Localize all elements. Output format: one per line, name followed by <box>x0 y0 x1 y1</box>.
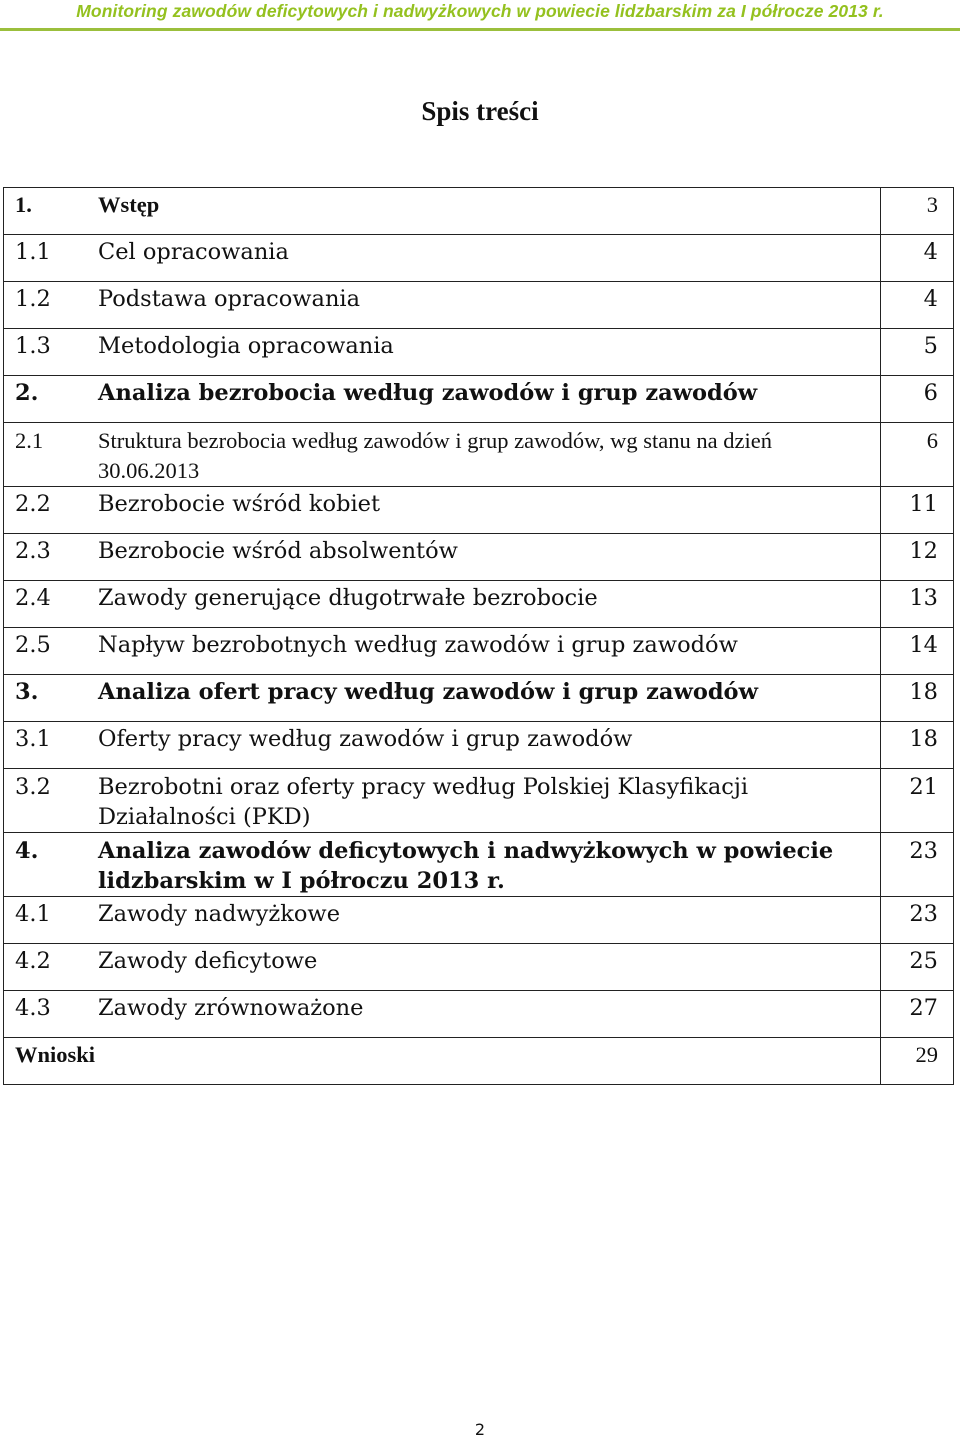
toc-entry-page <box>881 581 954 628</box>
toc-entry-label <box>87 675 881 722</box>
toc-entry-label <box>87 329 881 376</box>
toc-entry-page <box>881 329 954 376</box>
toc-entry-number <box>4 581 88 628</box>
toc-row[interactable] <box>4 282 954 329</box>
toc-label-text: Struktura bezrobocia według zawodów i grup zawodów, wg stanu na dzień 30.06.2013 <box>98 428 772 483</box>
toc-entry-number <box>4 376 88 423</box>
toc-entry-page <box>881 769 954 833</box>
toc-number-text: 4.2 <box>15 948 51 974</box>
toc-entry-page <box>881 423 954 487</box>
toc-entry-page <box>881 722 954 769</box>
toc-label-text: Bezrobocie wśród absolwentów <box>98 538 458 564</box>
toc-row[interactable] <box>4 423 954 487</box>
toc-label-text: Bezrobocie wśród kobiet <box>98 491 381 517</box>
toc-page-text: 11 <box>909 491 938 517</box>
toc-entry-label <box>87 487 881 534</box>
toc-page-text: 29 <box>915 1042 938 1067</box>
toc-entry-number <box>4 769 88 833</box>
toc-label-text: Oferty pracy według zawodów i grup zawodów <box>98 726 633 752</box>
toc-entry-page <box>881 235 954 282</box>
toc-entry-number <box>4 235 88 282</box>
toc-entry-page <box>881 675 954 722</box>
toc-row[interactable] <box>4 897 954 944</box>
table-of-contents <box>3 187 954 1085</box>
toc-number-text: 2.5 <box>15 632 51 658</box>
toc-entry-label <box>87 423 881 487</box>
page-title: Spis treści <box>421 96 539 126</box>
toc-row[interactable] <box>4 235 954 282</box>
toc-page-text: 27 <box>909 995 938 1021</box>
toc-page-text: 23 <box>909 838 938 864</box>
toc-number-text: 2. <box>15 380 39 406</box>
toc-entry-label <box>87 581 881 628</box>
toc-entry-label <box>4 1038 881 1085</box>
toc-entry-page <box>881 1038 954 1085</box>
toc-page-text: 12 <box>909 538 938 564</box>
toc-entry-page <box>881 188 954 235</box>
toc-row[interactable] <box>4 376 954 423</box>
toc-row[interactable] <box>4 329 954 376</box>
toc-entry-page <box>881 944 954 991</box>
toc-number-text: 1. <box>15 192 32 217</box>
toc-entry-page <box>881 282 954 329</box>
toc-entry-page <box>881 534 954 581</box>
toc-entry-number <box>4 282 88 329</box>
toc-page-text: 21 <box>909 774 938 800</box>
toc-entry-page <box>881 376 954 423</box>
toc-row[interactable] <box>4 769 954 833</box>
toc-row[interactable] <box>4 628 954 675</box>
toc-entry-label <box>87 897 881 944</box>
toc-label-text: Analiza ofert pracy według zawodów i grup zawodów <box>98 679 758 705</box>
toc-label-text: Analiza zawodów deficytowych i nadwyżkowych w powiecie lidzbarskim w I półroczu 2013 r. <box>98 838 834 894</box>
toc-number-text: 1.2 <box>15 286 51 312</box>
toc-label-text: Zawody deficytowe <box>98 948 318 974</box>
toc-entry-page <box>881 897 954 944</box>
toc-number-text: 2.2 <box>15 491 51 517</box>
toc-label-text: Zawody nadwyżkowe <box>98 901 341 927</box>
toc-label-text: Bezrobotni oraz oferty pracy według Polskiej Klasyfikacji Działalności (PKD) <box>98 774 749 830</box>
toc-entry-page <box>881 833 954 897</box>
toc-row[interactable] <box>4 991 954 1038</box>
page-number: 2 <box>474 1420 486 1439</box>
toc-label-text: Wnioski <box>15 1042 96 1067</box>
toc-label-text: Napływ bezrobotnych według zawodów i grup zawodów <box>98 632 738 658</box>
toc-entry-number <box>4 329 88 376</box>
toc-page-text: 6 <box>923 380 938 406</box>
toc-row[interactable] <box>4 534 954 581</box>
toc-entry-number <box>4 423 88 487</box>
toc-page-text: 4 <box>923 286 938 312</box>
toc-entry-number <box>4 944 88 991</box>
toc-number-text: 3.2 <box>15 774 51 800</box>
header-text: Monitoring zawodów deficytowych i nadwyżkowych w powiecie lidzbarskim za I półrocze 2013 r. <box>76 1 884 21</box>
toc-label-text: Wstęp <box>98 192 160 217</box>
toc-entry-label <box>87 235 881 282</box>
toc-number-text: 2.3 <box>15 538 51 564</box>
toc-page-text: 25 <box>909 948 938 974</box>
toc-entry-label <box>87 722 881 769</box>
toc-entry-label <box>87 833 881 897</box>
toc-entry-number <box>4 487 88 534</box>
toc-entry-label <box>87 282 881 329</box>
toc-number-text: 3.1 <box>15 726 51 752</box>
toc-entry-page <box>881 991 954 1038</box>
toc-number-text: 2.4 <box>15 585 51 611</box>
toc-number-text: 1.3 <box>15 333 51 359</box>
toc-entry-number <box>4 188 88 235</box>
toc-row[interactable] <box>4 1038 954 1085</box>
toc-number-text: 4. <box>15 838 39 864</box>
toc-entry-number <box>4 897 88 944</box>
toc-label-text: Zawody generujące długotrwałe bezrobocie <box>98 585 598 611</box>
toc-row[interactable] <box>4 581 954 628</box>
toc-entry-number <box>4 991 88 1038</box>
toc-row[interactable] <box>4 188 954 235</box>
toc-page-text: 14 <box>909 632 938 658</box>
toc-page-text: 18 <box>909 726 938 752</box>
toc-entry-number <box>4 722 88 769</box>
toc-entry-page <box>881 487 954 534</box>
toc-label-text: Cel opracowania <box>98 239 289 265</box>
toc-entry-number <box>4 628 88 675</box>
toc-entry-number <box>4 833 88 897</box>
toc-entry-label <box>87 944 881 991</box>
toc-row[interactable] <box>4 487 954 534</box>
page-header <box>0 0 960 31</box>
toc-page-text: 23 <box>909 901 938 927</box>
toc-number-text: 3. <box>15 679 39 705</box>
toc-number-text: 4.1 <box>15 901 51 927</box>
toc-entry-label <box>87 376 881 423</box>
toc-entry-number <box>4 675 88 722</box>
toc-number-text: 4.3 <box>15 995 51 1021</box>
toc-entry-label <box>87 628 881 675</box>
toc-row[interactable] <box>4 675 954 722</box>
toc-label-text: Zawody zrównoważone <box>98 995 364 1021</box>
toc-page-text: 4 <box>923 239 938 265</box>
toc-page-text: 18 <box>909 679 938 705</box>
toc-label-text: Analiza bezrobocia według zawodów i grup zawodów <box>98 380 758 406</box>
toc-page-text: 3 <box>926 192 938 217</box>
toc-page-text: 13 <box>909 585 938 611</box>
toc-page-text: 6 <box>926 428 938 453</box>
toc-row[interactable] <box>4 944 954 991</box>
toc-row[interactable] <box>4 833 954 897</box>
toc-page-text: 5 <box>923 333 938 359</box>
toc-label-text: Podstawa opracowania <box>98 286 361 312</box>
toc-entry-label <box>87 769 881 833</box>
toc-number-text: 1.1 <box>15 239 51 265</box>
toc-entry-label <box>87 534 881 581</box>
toc-row[interactable] <box>4 722 954 769</box>
toc-label-text: Metodologia opracowania <box>98 333 394 359</box>
toc-entry-number <box>4 534 88 581</box>
toc-entry-label <box>87 991 881 1038</box>
toc-entry-label <box>87 188 881 235</box>
toc-number-text: 2.1 <box>15 428 44 453</box>
toc-entry-page <box>881 628 954 675</box>
